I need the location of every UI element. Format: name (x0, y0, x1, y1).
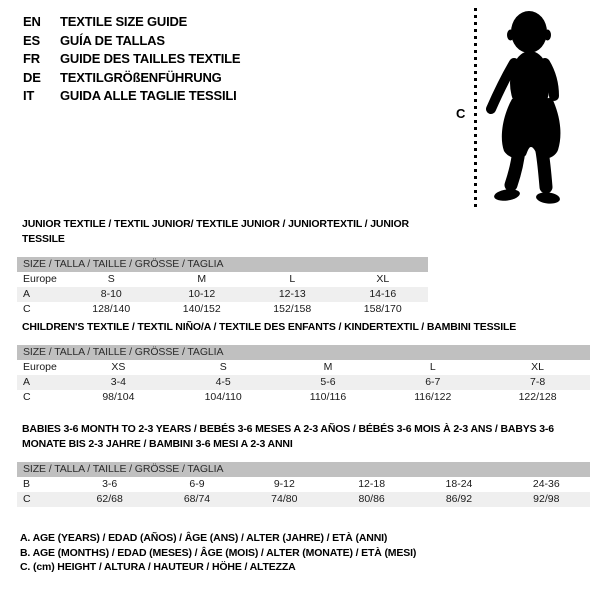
size-cell: 8-10 (100, 288, 122, 300)
language-title-list (23, 13, 240, 106)
junior-textile-section (17, 217, 428, 317)
row-label: C (23, 303, 31, 315)
language-title: TEXTILGRÖßENFÜHRUNG (60, 69, 222, 85)
row-label: A (23, 288, 31, 300)
table-row (17, 375, 590, 390)
size-cell: L (289, 273, 296, 285)
size-cell: 14-16 (369, 288, 397, 300)
table-title: CHILDREN'S TEXTILE / TEXTIL NIÑO/A / TEXTILE DES ENFANTS / KINDERTEXTIL / BAMBINI TESSILE (22, 321, 517, 333)
row-label: Europe (23, 361, 57, 373)
table-body (17, 272, 428, 317)
size-cell: 12-18 (358, 478, 386, 490)
language-title: GUIDA ALLE TAGLIE TESSILI (60, 88, 237, 103)
table-row (17, 360, 590, 375)
table-title: BABIES 3-6 MONTH TO 2-3 YEARS / BEBÉS 3-6 MESES A 2-3 AÑOS / BÉBÉS 3-6 MOIS À 2-3 ANS / BABYS 3-6 MONATE BIS 2-3 JAHRE / BAMBINI 3-6 MESI A 2-3 ANNI (22, 423, 554, 450)
size-cell: 62/68 (96, 493, 123, 505)
size-cell: 152/158 (273, 303, 312, 315)
size-cell: XS (111, 361, 126, 373)
size-cell: 5-6 (320, 376, 336, 388)
language-code: IT (23, 88, 35, 103)
size-cell: 6-7 (425, 376, 441, 388)
language-title: GUÍA DE TALLAS (60, 32, 165, 48)
language-row (23, 87, 240, 106)
size-cell: XL (376, 273, 390, 285)
row-label: C (23, 391, 31, 403)
size-cell: 92/98 (533, 493, 560, 505)
size-cell: 9-12 (273, 478, 295, 490)
size-cell: 6-9 (189, 478, 205, 490)
size-cell: L (429, 361, 436, 373)
language-title: TEXTILE SIZE GUIDE (60, 14, 188, 29)
language-title: GUIDE DES TAILLES TEXTILE (60, 51, 241, 66)
table-row (17, 390, 590, 405)
size-cell: 104/110 (204, 391, 242, 403)
language-code: DE (23, 69, 41, 85)
height-dashed-line (474, 8, 477, 207)
size-cell: 122/128 (518, 391, 557, 403)
size-cell: 12-13 (278, 288, 306, 300)
table-row (17, 272, 428, 287)
size-cell: M (323, 361, 333, 373)
table-body (17, 477, 590, 507)
language-code: FR (23, 51, 40, 66)
size-cell: 74/80 (271, 493, 298, 505)
size-cell: 128/140 (92, 303, 131, 315)
size-cell: 10-12 (188, 288, 216, 300)
legend-note-a: A. AGE (YEARS) / EDAD (AÑOS) / ÂGE (ANS) / ALTER (JAHRE) / ETÀ (ANNI) (20, 532, 388, 544)
table-title: JUNIOR TEXTILE / TEXTIL JUNIOR/ TEXTILE JUNIOR / JUNIORTEXTIL / JUNIOR TESSILE (22, 218, 409, 245)
size-cell: 3-4 (110, 376, 126, 388)
language-row (23, 69, 240, 88)
toddler-silhouette-icon (483, 9, 573, 207)
table-size-header: SIZE / TALLA / TAILLE / GRÖSSE / TAGLIA (17, 345, 590, 360)
size-cell: 68/74 (183, 493, 211, 505)
table-size-header: SIZE / TALLA / TAILLE / GRÖSSE / TAGLIA (17, 257, 428, 272)
legend-note-c: C. (cm) HEIGHT / ALTURA / HAUTEUR / HÖHE / ALTEZZA (20, 561, 296, 574)
size-cell: S (107, 273, 115, 285)
row-label: Europe (23, 273, 57, 285)
row-label: B (23, 478, 31, 490)
size-cell: XL (531, 361, 544, 373)
size-cell: M (197, 273, 207, 285)
height-measure-label: C (456, 106, 466, 121)
language-row (23, 50, 240, 69)
size-cell: 116/122 (414, 391, 452, 403)
language-code: ES (23, 32, 40, 48)
table-row (17, 492, 590, 507)
table-size-header: SIZE / TALLA / TAILLE / GRÖSSE / TAGLIA (17, 462, 590, 477)
size-cell: 110/116 (309, 391, 347, 403)
language-code: EN (23, 14, 41, 29)
size-cell: 24-36 (532, 478, 560, 490)
childrens-textile-section (17, 320, 590, 405)
babies-textile-section (17, 422, 590, 507)
size-cell: 4-5 (215, 376, 231, 388)
row-label: C (23, 493, 31, 505)
legend-notes (20, 531, 416, 575)
table-row (17, 302, 428, 317)
table-row (17, 477, 590, 492)
language-row (23, 32, 240, 51)
table-body (17, 360, 590, 405)
size-cell: 140/152 (182, 303, 221, 315)
size-cell: 80/86 (358, 493, 385, 505)
table-row (17, 287, 428, 302)
size-cell: 158/170 (363, 303, 402, 315)
size-cell: 98/104 (102, 391, 135, 403)
size-cell: S (219, 361, 227, 373)
legend-note-b: B. AGE (MONTHS) / EDAD (MESES) / ÂGE (MOIS) / ALTER (MONATE) / ETÀ (MESI) (20, 546, 417, 559)
size-cell: 3-6 (102, 478, 118, 490)
size-cell: 7-8 (529, 376, 546, 388)
size-cell: 86/92 (445, 493, 473, 505)
row-label: A (23, 376, 31, 388)
language-row (23, 13, 240, 32)
size-cell: 18-24 (445, 478, 473, 490)
